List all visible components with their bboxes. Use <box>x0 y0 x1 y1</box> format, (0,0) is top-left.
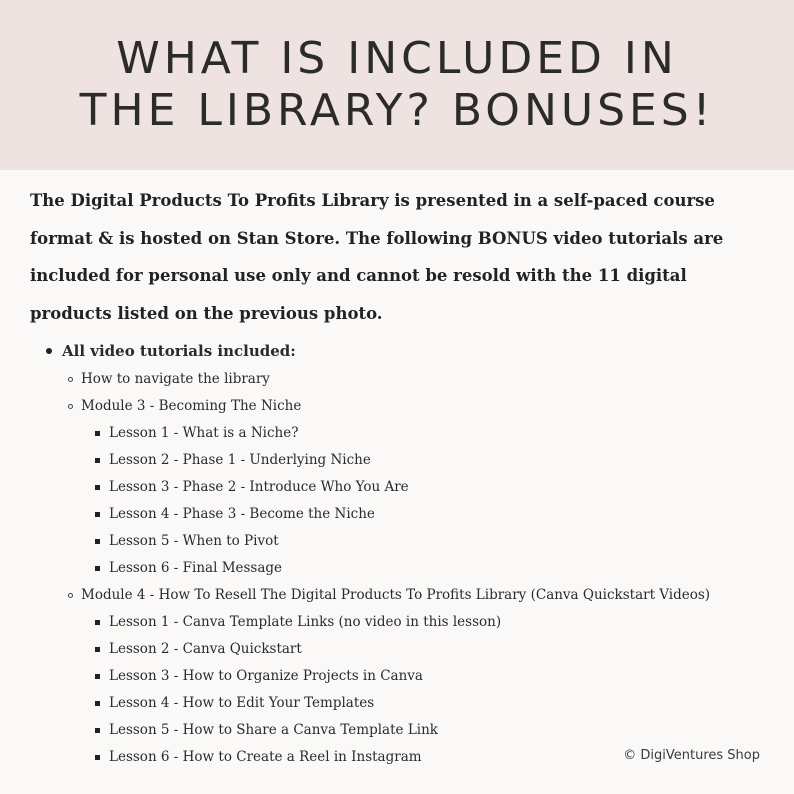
disc-bullet-icon <box>46 348 52 354</box>
square-bullet-icon <box>95 566 100 571</box>
list-item: Lesson 4 - Phase 3 - Become the Niche <box>95 504 375 524</box>
list-item: Lesson 4 - How to Edit Your Templates <box>95 693 374 713</box>
title-line-1: WHAT IS INCLUDED IN <box>116 33 678 84</box>
circle-bullet-icon <box>68 377 73 382</box>
list-heading: All video tutorials included: <box>62 342 296 360</box>
square-bullet-icon <box>95 701 100 706</box>
list-item: Lesson 2 - Phase 1 - Underlying Niche <box>95 450 371 470</box>
square-bullet-icon <box>95 674 100 679</box>
square-bullet-icon <box>95 485 100 490</box>
list-item: How to navigate the library <box>68 369 270 389</box>
list-item: Lesson 1 - Canva Template Links (no video in this lesson) <box>95 612 501 632</box>
circle-bullet-icon <box>68 404 73 409</box>
module-3-title: Module 3 - Becoming The Niche <box>81 398 302 414</box>
list-item: Lesson 3 - Phase 2 - Introduce Who You Are <box>95 477 409 497</box>
module-4-title-item <box>68 585 710 605</box>
square-bullet-icon <box>95 458 100 463</box>
square-bullet-icon <box>95 728 100 733</box>
square-bullet-icon <box>95 755 100 760</box>
title-line-2: THE LIBRARY? BONUSES! <box>79 85 715 136</box>
circle-bullet-icon <box>68 593 73 598</box>
title-banner <box>0 0 794 170</box>
intro-paragraph: The Digital Products To Profits Library is presented in a self-paced course format & is hosted on Stan Store. The following BONUS video tutorials are included for personal use only and cannot be resold with the 11 digital products listed on the previous photo. <box>30 191 724 323</box>
square-bullet-icon <box>95 539 100 544</box>
square-bullet-icon <box>95 512 100 517</box>
list-heading-item <box>46 341 296 361</box>
module-3-title-item <box>68 396 301 416</box>
list-item: Lesson 6 - How to Create a Reel in Instagram <box>95 747 422 767</box>
copyright-watermark: © DigiVentures Shop <box>623 748 760 763</box>
square-bullet-icon <box>95 620 100 625</box>
list-item: Lesson 5 - When to Pivot <box>95 531 279 551</box>
square-bullet-icon <box>95 647 100 652</box>
list-item: Lesson 3 - How to Organize Projects in Canva <box>95 666 423 686</box>
module-4-title: Module 4 - How To Resell The Digital Products To Profits Library (Canva Quickstart Videos) <box>81 587 711 603</box>
square-bullet-icon <box>95 431 100 436</box>
list-item: Lesson 6 - Final Message <box>95 558 282 578</box>
list-item: Lesson 1 - What is a Niche? <box>95 423 298 443</box>
list-item: Lesson 5 - How to Share a Canva Template Link <box>95 720 438 740</box>
list-item: Lesson 2 - Canva Quickstart <box>95 639 302 659</box>
